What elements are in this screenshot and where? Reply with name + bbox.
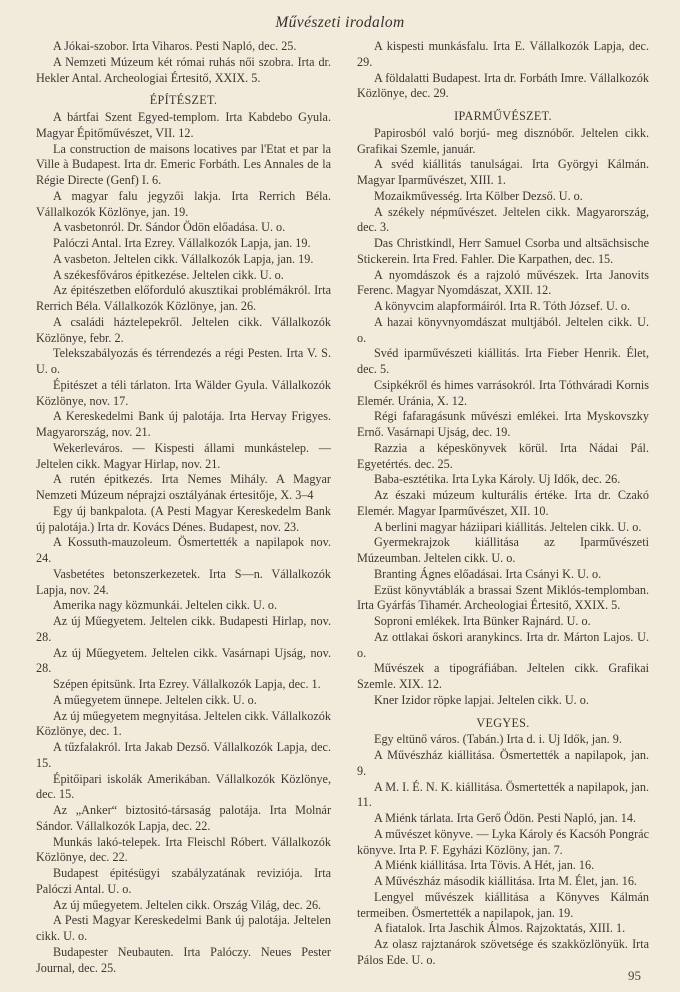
bibliography-entry: A Miénk tárlata. Irta Gerő Ödön. Pesti Napló, jan. 14.	[374, 811, 636, 825]
bibliography-entry: A Jókai-szobor. Irta Viharos. Pesti Napló, dec. 25.	[53, 39, 297, 53]
bibliography-entry: A kispesti munkásfalu. Irta E. Vállalkozók Lapja, dec. 29.	[357, 39, 649, 69]
bibliography-entry: A svéd kiállitás tanulságai. Irta Györgyi Kálmán. Magyar Iparművészet, XIII. 1.	[357, 157, 649, 187]
bibliography-entry: Ezüst könyvtáblák a brassai Szent Miklós-templomban. Irta Gyárfás Tihamér. Archeologiai Értesitő, XXIX. 5.	[357, 582, 649, 613]
bibliography-entry: La construction de maisons locatives par l'Etat et par la Ville à Budapest. Irta dr. Emeric Forbáth. Les Annales de la Régie Directe (Genf) I. 6.	[36, 141, 331, 187]
bibliography-entry: A Művészház kiállitása. Ösmertették a napilapok, jan. 9.	[357, 748, 649, 778]
bibliography-entry: Az épitészetben előforduló akusztikai problémákról. Irta Rerrich Béla. Vállalkozók Közlönye, jan. 26.	[36, 283, 331, 313]
bibliography-entry: Egy eltünő város. (Tabán.) Irta d. i. Uj Idők, jan. 9.	[374, 732, 622, 747]
left-column	[36, 39, 331, 976]
bibliography-entry: A Kereskedelmi Bank új palotája. Irta Hervay Frigyes. Magyarország, nov. 21.	[36, 409, 331, 439]
bibliography-entry: Az olasz rajztanárok szövetsége és szakközlönyük. Irta Pálos Ede. U. o.	[357, 937, 649, 967]
bibliography-entry: Művészek a tipográfiában. Jeltelen cikk. Grafikai Szemle. XIX. 12.	[357, 661, 649, 691]
bibliography-entry: Mozaikművesség. Irta Kölber Dezső. U. o.	[374, 188, 583, 203]
bibliography-entry: A fiatalok. Irta Jaschik Álmos. Rajzoktatás, XIII. 1.	[374, 921, 626, 936]
bibliography-entry: A székely népművészet. Jeltelen cikk. Magyarország, dec. 3.	[357, 204, 649, 235]
bibliography-entry: Budapest épitésügyi szabályzatának reviziója. Irta Palóczi Antal. U. o.	[36, 866, 331, 896]
bibliography-entry: A Kossuth-mauzoleum. Ösmertették a napilapok nov. 24.	[36, 535, 331, 565]
bibliography-entry: Soproni emlékek. Irta Bünker Rajnárd. U. o.	[374, 614, 591, 628]
bibliography-entry: Az „Anker“ biztositó-társaság palotája. Irta Molnár Sándor. Vállalkozók Lapja, dec. 22.	[36, 803, 331, 833]
bibliography-entry: Egy új bankpalota. (A Pesti Magyar Kereskedelm Bank új palotája.) Irta dr. Kovács Dénes. Budapest, nov. 23.	[36, 503, 331, 534]
bibliography-entry: A M. I. É. N. K. kiállitása. Ösmertették a napilapok, jan. 11.	[357, 779, 649, 810]
page-title: Művészeti irodalom	[275, 14, 405, 31]
bibliography-entry: A műegyetem ünnepe. Jeltelen cikk. U. o.	[53, 692, 257, 707]
bibliography-entry: A nyomdászok és a rajzoló művészek. Irta Janovits Ferenc. Magyar Nyomdászat, XXII. 12.	[357, 267, 649, 298]
bibliography-entry: Az ottlakai őskori aranykincs. Irta dr. Márton Lajos. U. o.	[357, 629, 649, 660]
bibliography-entry: A bártfai Szent Egyed-templom. Irta Kabdebo Gyula. Magyar Épitőművészet, VII. 12.	[36, 110, 331, 140]
bibliography-entry: Az új műegyetem megnyitása. Jeltelen cikk. Vállalkozók Közlönye, dec. 1.	[36, 708, 331, 739]
bibliography-entry: Lengyel művészek kiállitása a Könyves Kálmán termeiben. Ösmertették a napilapok, jan. 19.	[357, 889, 649, 920]
bibliography-entry: A tűzfalakról. Irta Jakab Dezső. Vállalkozók Lapja, dec. 15.	[36, 740, 331, 770]
bibliography-entry: Das Christkindl, Herr Samuel Csorba und altsächsische Stickerein. Irta Fred. Fahler. Die Karpathen, dec. 15.	[357, 236, 649, 266]
bibliography-entry: A Pesti Magyar Kereskedelmi Bank új palotája. Jeltelen cikk. U. o.	[36, 913, 331, 943]
bibliography-entry: Amerika nagy közmunkái. Jeltelen cikk. U. o.	[53, 598, 278, 613]
bibliography-entry: A berlini magyar háziipari kiállitás. Jeltelen cikk. U. o.	[374, 519, 642, 534]
bibliography-entry: Razzia a képeskönyvek körül. Irta Nádai Pál. Egyetértés. dec. 25.	[357, 440, 649, 471]
right-column	[357, 39, 649, 969]
bibliography-entry: Telekszabályozás és térrendezés a régi Pesten. Irta V. S. U. o.	[36, 346, 331, 376]
bibliography-entry: A könyvcim alapformáiról. Irta R. Tóth József. U. o.	[374, 299, 630, 313]
bibliography-entry: Szépen épitsünk. Irta Ezrey. Vállalkozók Lapja, dec. 1.	[53, 677, 321, 691]
bibliography-entry: A Nemzeti Múzeum két római ruhás női szobra. Irta dr. Hekler Antal. Archeologiai Értesitő, XXIX. 5.	[36, 54, 331, 85]
bibliography-entry: A vasbeton. Jeltelen cikk. Vállalkozók Lapja, jan. 19.	[53, 251, 314, 266]
section-heading: VEGYES.	[476, 715, 530, 730]
bibliography-entry: A hazai könyvnyomdászat multjából. Jeltelen cikk. U. o.	[357, 314, 649, 345]
bibliography-entry: Épitőipari iskolák Amerikában. Vállalkozók Közlönye, dec. 15.	[36, 771, 331, 802]
bibliography-entry: Régi fafaragásunk művészi emlékei. Irta Myskovszky Ernő. Vasárnapi Ujság, dec. 19.	[357, 409, 649, 439]
bibliography-entry: Az új Műegyetem. Jeltelen cikk. Budapesti Hirlap, nov. 28.	[36, 614, 331, 644]
bibliography-entry: A Miénk kiállitása. Irta Tövis. A Hét, jan. 16.	[374, 858, 595, 873]
bibliography-entry: A Művészház második kiállitása. Irta M. Élet, jan. 16.	[374, 874, 637, 888]
bibliography-entry: Az új műegyetem. Jeltelen cikk. Ország Világ, dec. 26.	[53, 897, 322, 912]
section-heading: IPARMŰVÉSZET.	[454, 109, 552, 123]
bibliography-entry: Csipkékről és himes varrásokról. Irta Tóthváradi Kornis Elemér. Uránia, X. 12.	[357, 377, 649, 408]
bibliography-entry: Az északi múzeum kulturális értéke. Irta dr. Czakó Elemér. Magyar Iparművészet, XII. 10.	[357, 488, 649, 518]
bibliography-entry: Munkás lakó-telepek. Irta Fleischl Róbert. Vállalkozók Közlönye, dec. 22.	[36, 834, 331, 865]
bibliography-entry: A rutén épitkezés. Irta Nemes Mihály. A Magyar Nemzeti Múzeum néprajzi osztályának értesitője, X. 3–4	[36, 472, 331, 502]
bibliography-entry: A családi háztelepekről. Jeltelen cikk. Vállalkozók Közlönye, febr. 2.	[36, 314, 331, 345]
bibliography-entry: Az új Műegyetem. Jeltelen cikk. Vasárnapi Ujság, nov. 28.	[36, 645, 331, 676]
bibliography-entry: A magyar falu jegyzői lakja. Irta Rerrich Béla. Vállalkozók Közlönye, jan. 19.	[36, 188, 331, 219]
bibliography-entry: Papirosból való borjú- meg disznóbőr. Jeltelen cikk. Grafikai Szemle, január.	[357, 125, 649, 156]
page-number: 95	[628, 968, 641, 983]
bibliography-entry: Svéd iparművészeti kiállitás. Irta Fieber Henrik. Élet, dec. 5.	[357, 346, 649, 376]
bibliography-entry: Wekerleváros. — Kispesti állami munkástelep. — Jeltelen cikk. Magyar Hirlap, nov. 21.	[36, 440, 331, 471]
bibliography-entry: A művészet könyve. — Lyka Károly és Kacsóh Pongrác könyve. Irta P. F. Egyházi Közlöny, jan. 7.	[357, 826, 649, 857]
bibliography-entry: A székesfőváros épitkezése. Jeltelen cikk. U. o.	[53, 267, 284, 282]
bibliography-entry: A vasbetonról. Dr. Sándor Ödön előadása. U. o.	[53, 220, 286, 235]
section-heading: ÉPÍTÉSZET.	[149, 93, 218, 108]
bibliography-entry: A földalatti Budapest. Irta dr. Forbáth Imre. Vállalkozók Közlönye, dec. 29.	[357, 70, 649, 101]
bibliography-entry: Baba-esztétika. Irta Lyka Károly. Uj Idők, dec. 26.	[374, 472, 621, 487]
bibliography-entry: Épitészet a téli tárlaton. Irta Wälder Gyula. Vállalkozók Közlönye, nov. 17.	[36, 377, 331, 408]
bibliography-entry: Kner Izidor röpke lapjai. Jeltelen cikk. U. o.	[374, 692, 589, 707]
bibliography-entry: Gyermekrajzok kiállitása az Iparművészeti Múzeumban. Jeltelen cikk. U. o.	[357, 535, 649, 565]
bibliography-entry: Vasbetétes betonszerkezetek. Irta S—n. Vállalkozók Lapja, nov. 24.	[36, 566, 331, 597]
bibliography-entry: Branting Ágnes előadásai. Irta Csányi K. U. o.	[374, 566, 602, 581]
bibliography-entry: Budapester Neubauten. Irta Palóczy. Neues Pester Journal, dec. 25.	[36, 944, 331, 975]
bibliography-entry: Palóczi Antal. Irta Ezrey. Vállalkozók Lapja, jan. 19.	[53, 236, 311, 250]
